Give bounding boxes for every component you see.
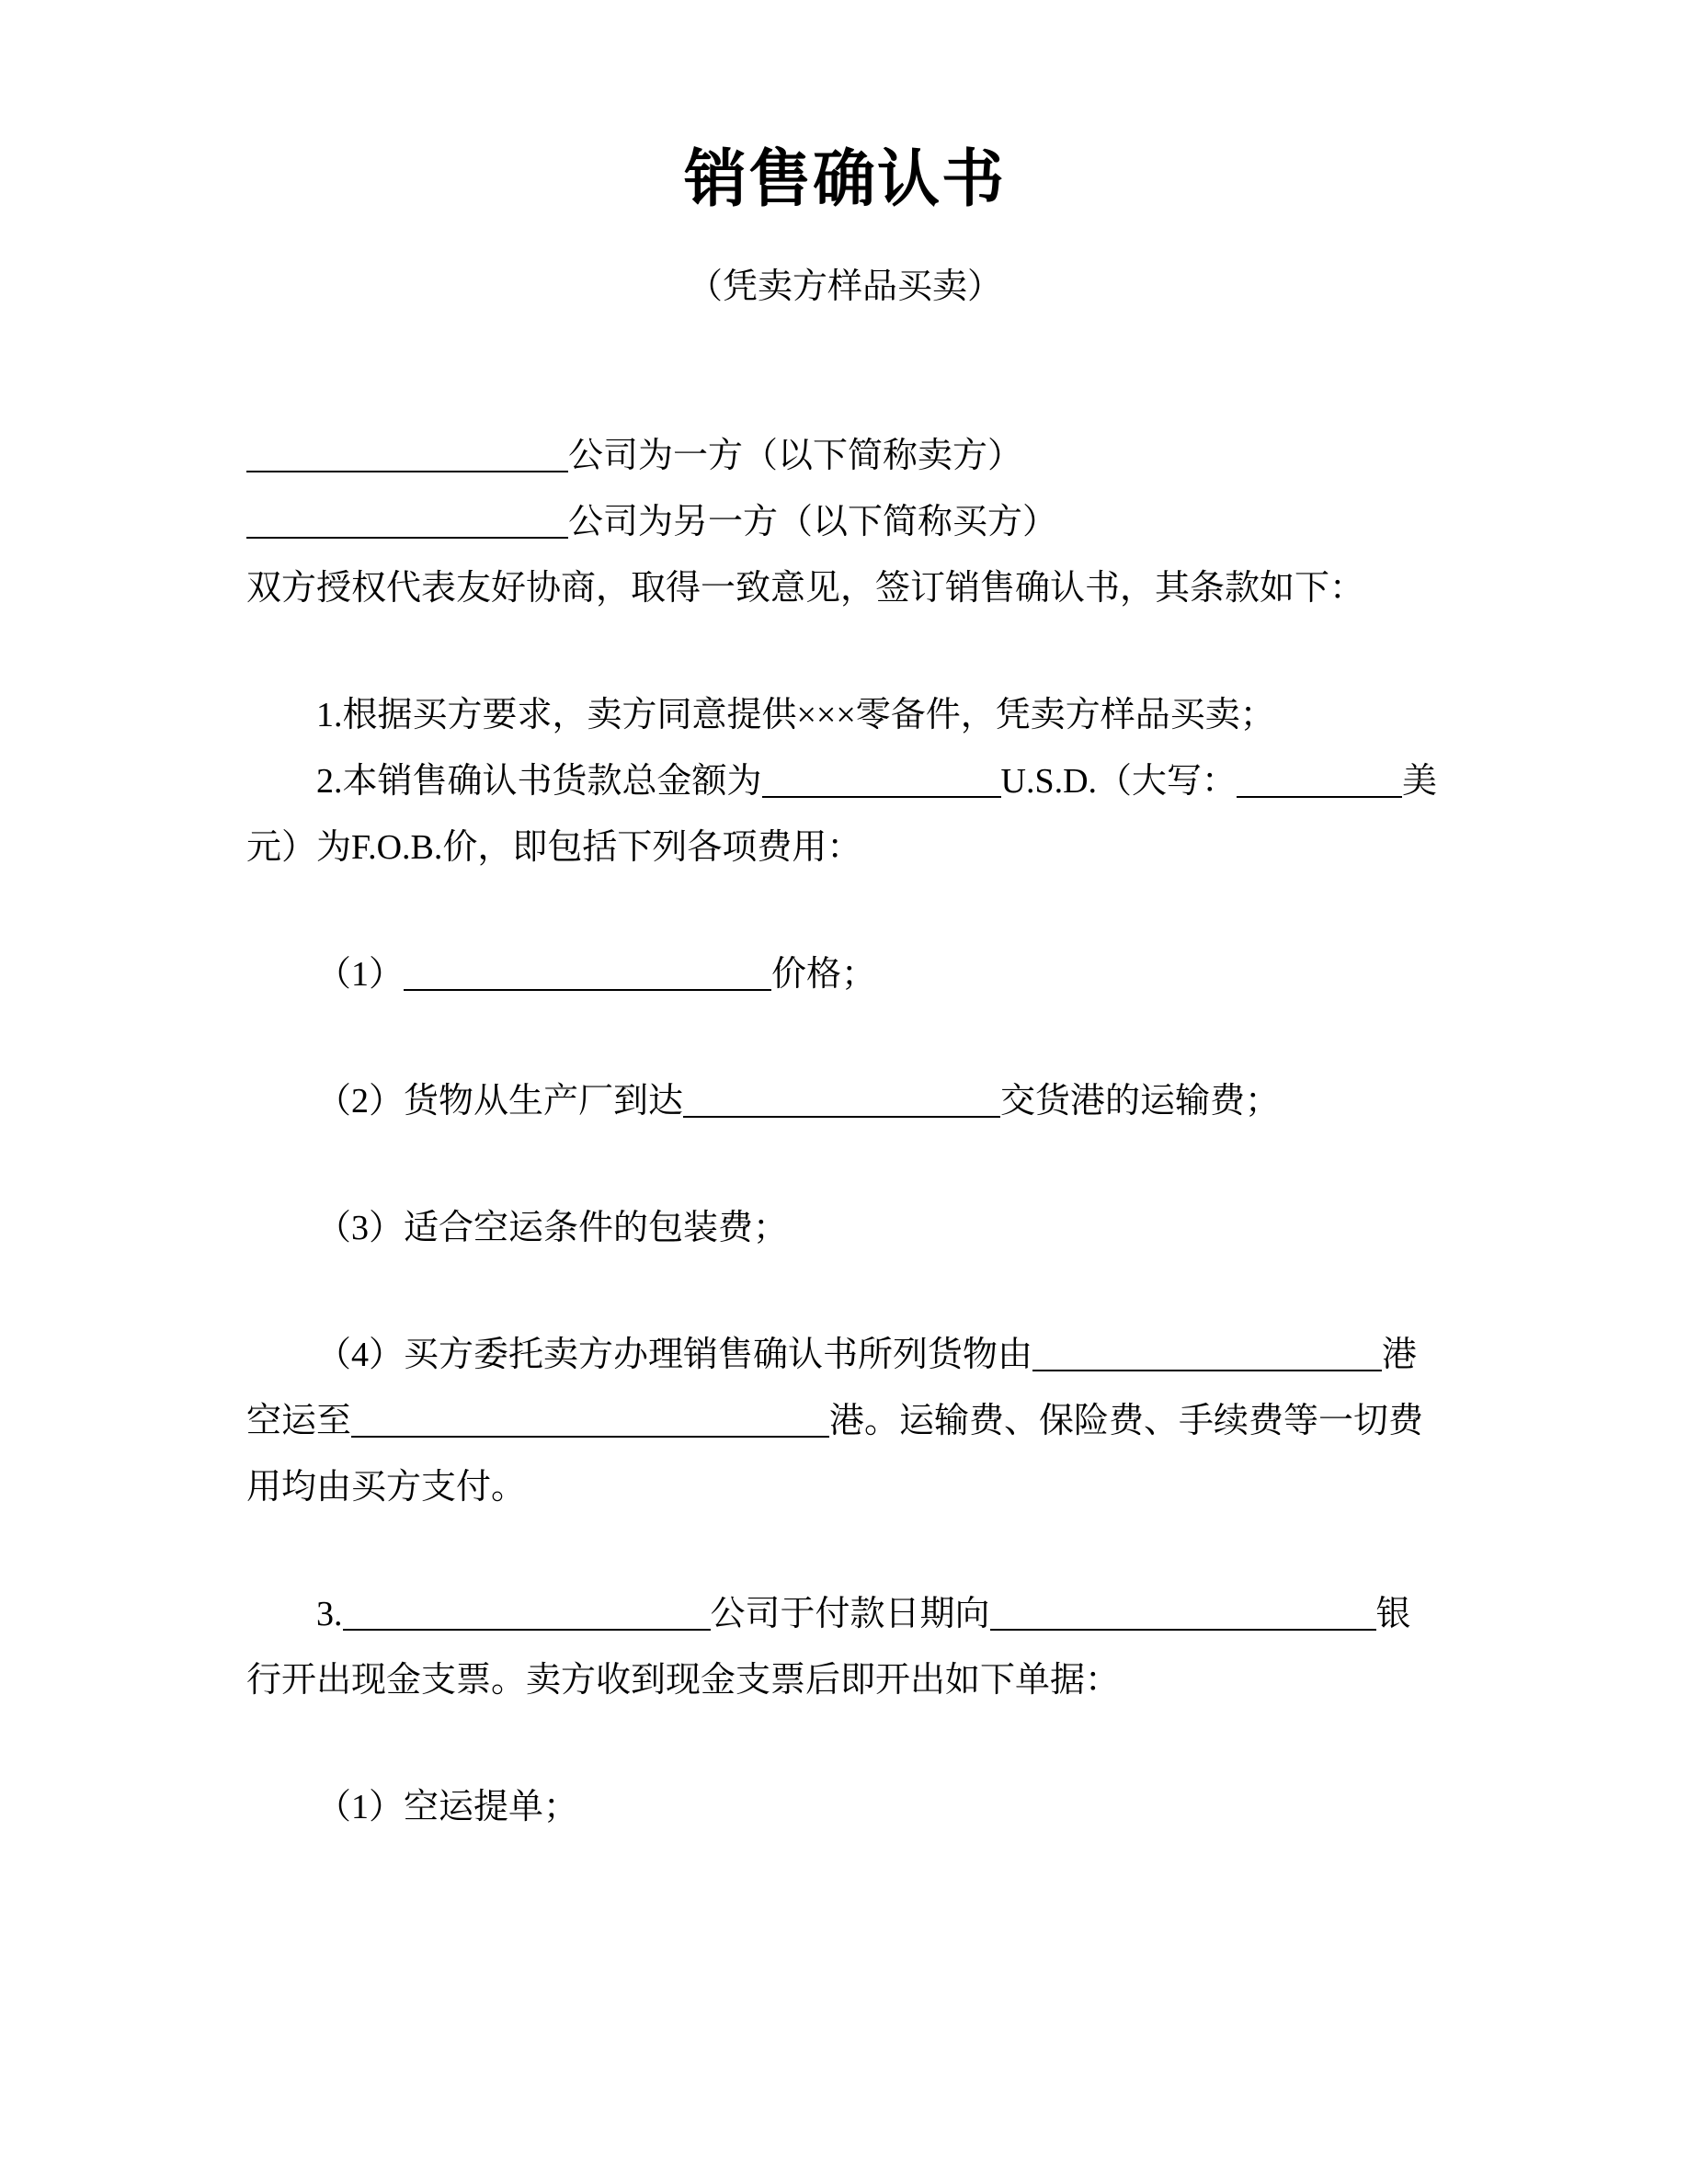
text-run: 3.: [316, 1595, 343, 1633]
fill-in-blank: [404, 954, 771, 991]
text-run: 公司为另一方（以下简称买方）: [568, 503, 1058, 541]
text-run: （2）货物从生产厂到达: [316, 1082, 684, 1120]
text-run: 2.本销售确认书货款总金额为: [316, 762, 762, 801]
text-run: （1）空运提单；: [316, 1788, 579, 1826]
preamble-line: [246, 555, 1443, 621]
text-run: 1.根据买方要求，卖方同意提供×××零备件，凭卖方样品买卖；: [316, 696, 1275, 734]
fill-in-blank: [343, 1594, 711, 1631]
fill-in-blank: [1237, 761, 1402, 798]
party-buyer-line: [246, 489, 1443, 555]
clause-2-item-2: [246, 1068, 1443, 1134]
document-title: 销售确认书: [683, 144, 1006, 214]
clause-3: [246, 1581, 1443, 1713]
text-run: （4）买方委托卖方办理销售确认书所列货物由: [316, 1336, 1033, 1374]
text-run: 港空运至: [246, 1336, 1418, 1440]
document-body: [246, 423, 1443, 1840]
clause-2-item-1: [246, 941, 1443, 1007]
fill-in-blank: [246, 502, 568, 539]
text-run: U.S.D.（大写：: [1000, 762, 1237, 801]
clause-3-item-1: [246, 1774, 1443, 1840]
party-seller-line: [246, 423, 1443, 489]
fill-in-blank: [683, 1081, 1000, 1118]
text-run: 公司为一方（以下简称卖方）: [568, 437, 1023, 475]
text-run: 双方授权代表友好协商，取得一致意见，签订销售确认书，其条款如下：: [246, 569, 1365, 608]
clause-2-item-3: [246, 1195, 1443, 1261]
fill-in-blank: [1032, 1335, 1382, 1371]
text-run: 交货港的运输费；: [1000, 1082, 1281, 1120]
text-run: 价格；: [771, 955, 877, 994]
fill-in-blank: [990, 1594, 1376, 1631]
clause-2-item-4: [246, 1322, 1443, 1520]
text-run: 港。运输费、保险费、手续费等一切费用均由买方支付。: [246, 1402, 1424, 1507]
clause-1: [246, 682, 1443, 748]
text-run: 银行开出现金支票。卖方收到现金支票后即开出如下单据：: [246, 1595, 1411, 1700]
text-run: （3）适合空运条件的包装费；: [316, 1209, 789, 1247]
text-run: （1）: [316, 955, 405, 994]
fill-in-blank: [246, 436, 568, 472]
clause-2: [246, 748, 1443, 881]
document-subtitle: （凭卖方样品买卖）: [687, 267, 1002, 306]
text-run: 公司于付款日期向: [710, 1595, 990, 1633]
fill-in-blank: [762, 761, 1001, 798]
fill-in-blank: [351, 1401, 829, 1438]
text-run: 美元）为F.O.B.价，即包括下列各项费用：: [246, 762, 1438, 867]
